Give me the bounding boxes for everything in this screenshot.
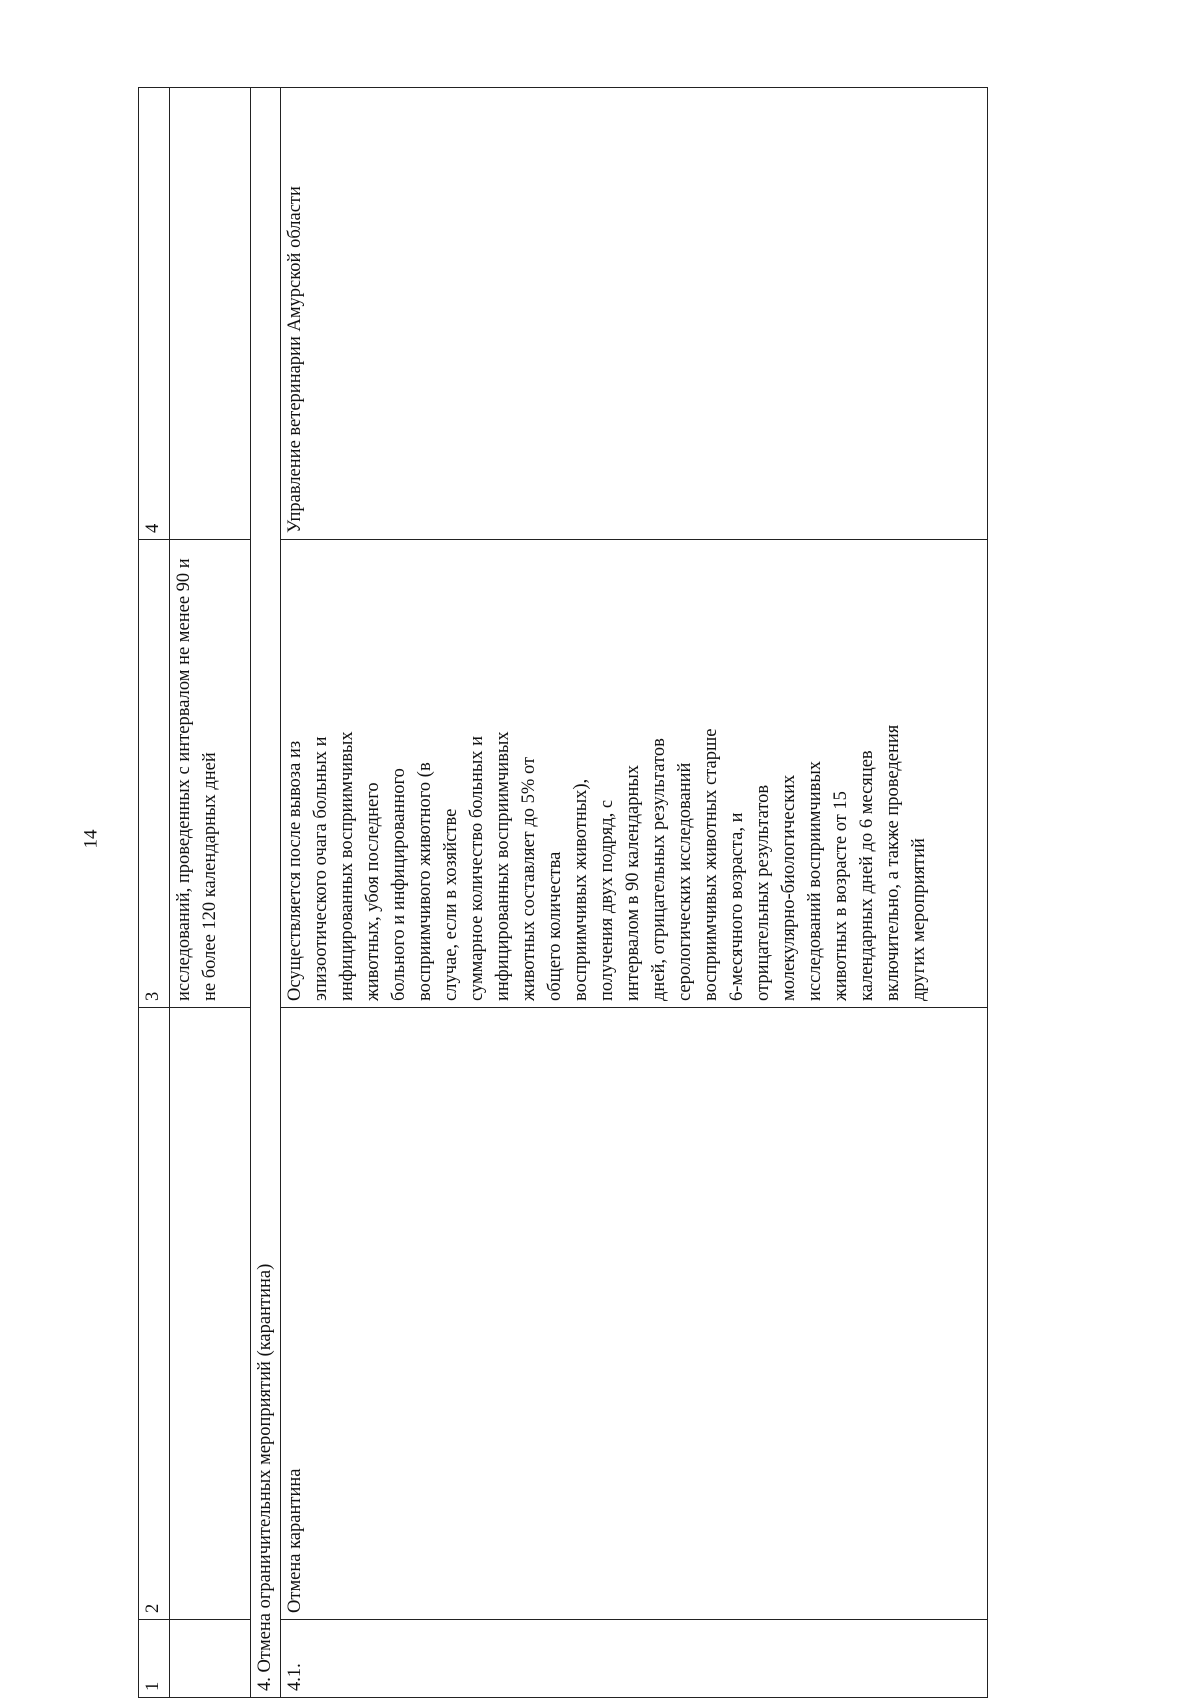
cell-conditions: Осуществляется после вывоза из эпизоотического очага больных и инфицированных восприимчивых животных, убоя последнего больного и инфицированного восприимчивого животного (в случае, если в хозяйстве суммарное количество больных и инфицированных восприимчивых животных составляет до 5% от общего количества восприимчивых животных), получения двух подряд, с интервалом в 90 календарных дней, отрицательных результатов серологических исследований восприимчивых животных старше 6-месячного возраста, и отрицательных результатов молекулярно-биологических исследований восприимчивых животных в возрасте от 15 календарных дней до 6 месяцев включительно, а также проведения других мероприятий <box>281 540 988 1008</box>
cell-responsible: Управление ветеринарии Амурской области <box>281 88 988 540</box>
column-header-3: 3 <box>139 540 170 1008</box>
cell-row-number: 4.1. <box>281 1620 988 1698</box>
table-row <box>281 88 988 1698</box>
column-header-2: 2 <box>139 1008 170 1620</box>
cell-continuation-responsible <box>170 88 251 540</box>
page-number: 14 <box>80 829 102 849</box>
section-title: 4. Отмена ограничительных мероприятий (карантина) <box>251 88 281 1698</box>
table-row-continuation <box>170 88 251 1698</box>
table-header-row <box>139 88 170 1698</box>
column-header-4: 4 <box>139 88 170 540</box>
rotated-table-container <box>138 88 998 1698</box>
veterinary-measures-table <box>138 87 988 1698</box>
cell-continuation-number <box>170 1620 251 1698</box>
cell-measure: Отмена карантина <box>281 1008 988 1620</box>
cell-continuation-conditions: исследований, проведенных с интервалом не менее 90 и не более 120 календарных дней <box>170 540 251 1008</box>
column-header-1: 1 <box>139 1620 170 1698</box>
cell-continuation-measure <box>170 1008 251 1620</box>
table-section-row <box>251 88 281 1698</box>
